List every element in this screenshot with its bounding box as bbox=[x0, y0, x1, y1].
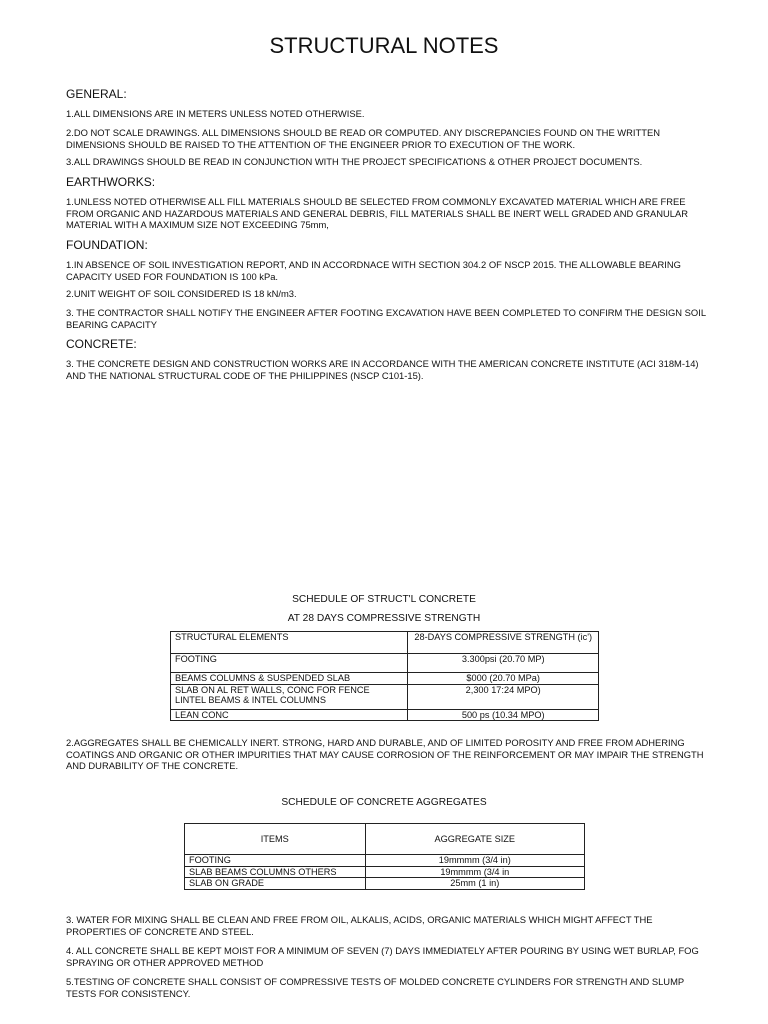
foundation-note-1: 1.IN ABSENCE OF SOIL INVESTIGATION REPORT, AND IN ACCORDNACE WITH SECTION 304.2 OF NSCP 2015. THE ALLOWABLE BEARING CAPACITY USED FOR FOUNDATION IS 100 kPa. bbox=[66, 259, 681, 282]
table-cell: 19mmmm (3/4 in) bbox=[365, 855, 584, 867]
general-note-1: 1.ALL DIMENSIONS ARE IN METERS UNLESS NOTED OTHERWISE. bbox=[66, 108, 365, 119]
table-cell: FOOTING bbox=[185, 855, 366, 867]
concrete-schedule-subtitle: AT 28 DAYS COMPRESSIVE STRENGTH bbox=[287, 613, 481, 624]
general-heading: GENERAL: bbox=[66, 87, 127, 101]
table-header-cell: ITEMS bbox=[185, 824, 366, 855]
foundation-note-3: 3. THE CONTRACTOR SHALL NOTIFY THE ENGINEER AFTER FOOTING EXCAVATION HAVE BEEN COMPLETED TO CONFIRM THE DESIGN SOIL BEARING CAPACITY bbox=[66, 307, 706, 330]
table-cell: $000 (20.70 MPa) bbox=[408, 673, 599, 685]
table-header-cell: 28-DAYS COMPRESSIVE STRENGTH (ic') bbox=[408, 632, 599, 654]
table-header-row bbox=[185, 824, 585, 855]
foundation-note-2: 2.UNIT WEIGHT OF SOIL CONSIDERED IS 18 kN/m3. bbox=[66, 288, 297, 299]
table-cell bbox=[171, 684, 408, 709]
table-cell: FOOTING bbox=[171, 654, 408, 673]
general-note-2: 2.DO NOT SCALE DRAWINGS. ALL DIMENSIONS SHOULD BE READ OR COMPUTED. ANY DISCREPANCIES FOUND ON THE WRITTEN DIMENSIONS SHOULD BE RAISED TO THE ATTENTION OF THE ENGINEER PRIOR TO EXECUTION OF THE WORK. bbox=[66, 127, 661, 150]
concrete-schedule-title: SCHEDULE OF STRUCT'L CONCRETE bbox=[292, 594, 476, 605]
table-cell: 25mm (1 in) bbox=[365, 878, 584, 890]
aggregates-note: 2.AGGREGATES SHALL BE CHEMICALLY INERT. STRONG, HARD AND DURABLE, AND OF LIMITED POROSITY AND FREE FROM ADHERING COATINGS AND ORGANIC OR OTHER IMPURITIES THAT MAY CAUSE CORROSION OF THE REINFORCEMENT OR MAY IMPAIR THE STRENGTH AND DURABILITY OF THE CONCRETE. bbox=[66, 737, 704, 771]
table-row bbox=[171, 654, 599, 673]
foundation-heading: FOUNDATION: bbox=[66, 238, 148, 252]
earthworks-note-1: 1.UNLESS NOTED OTHERWISE ALL FILL MATERIALS SHOULD BE SELECTED FROM COMMONLY EXCAVATED MATERIAL WHICH ARE FREE FROM ORGANIC AND HAZARDOUS MATERIALS AND GENERAL DEBRIS, FILL MATERIALS SHALL BE INERT WELL GRADED AND GRANULAR MATERIAL WITH A MAXIMUM SIZE NOT EXCEEDING 75mm, bbox=[66, 196, 689, 230]
table-cell: 2,300 17:24 MPO) bbox=[408, 684, 599, 709]
table-cell: 500 ps (10.34 MPO) bbox=[408, 709, 599, 721]
table-row bbox=[185, 855, 585, 867]
table-cell: LEAN CONC bbox=[171, 709, 408, 721]
table-cell: BEAMS COLUMNS & SUSPENDED SLAB bbox=[171, 673, 408, 685]
final-note-5: 5.TESTING OF CONCRETE SHALL CONSIST OF COMPRESSIVE TESTS OF MOLDED CONCRETE CYLINDERS FOR STRENGTH AND SLUMP TESTS FOR CONSISTENCY. bbox=[66, 976, 684, 999]
table-row bbox=[171, 684, 599, 709]
concrete-note-3: 3. THE CONCRETE DESIGN AND CONSTRUCTION WORKS ARE IN ACCORDANCE WITH THE AMERICAN CONCRETE INSTITUTE (ACI 318M-14) AND THE NATIONAL STRUCTURAL CODE OF THE PHILIPPINES (NSCP C101-15). bbox=[66, 358, 699, 381]
aggregate-schedule-table bbox=[184, 823, 585, 890]
table-row bbox=[185, 878, 585, 890]
table-header-row bbox=[171, 632, 599, 654]
aggregate-schedule-title: SCHEDULE OF CONCRETE AGGREGATES bbox=[281, 797, 487, 808]
concrete-heading: CONCRETE: bbox=[66, 337, 137, 351]
table-cell: SLAB BEAMS COLUMNS OTHERS bbox=[185, 866, 366, 878]
final-note-3: 3. WATER FOR MIXING SHALL BE CLEAN AND FREE FROM OIL, ALKALIS, ACIDS, ORGANIC MATERIALS WHICH MIGHT AFFECT THE PROPERTIES OF CONCRETE AND STEEL. bbox=[66, 914, 653, 937]
table-cell: 3.300psi (20.70 MP) bbox=[408, 654, 599, 673]
table-header-cell: AGGREGATE SIZE bbox=[365, 824, 584, 855]
table-row bbox=[185, 866, 585, 878]
earthworks-heading: EARTHWORKS: bbox=[66, 175, 156, 189]
final-note-4: 4. ALL CONCRETE SHALL BE KEPT MOIST FOR A MINIMUM OF SEVEN (7) DAYS IMMEDIATELY AFTER POURING BY USING WET BURLAP, FOG SPRAYING OR OTHER APPROVED METHOD bbox=[66, 945, 699, 968]
table-row bbox=[171, 709, 599, 721]
table-cell-line: SLAB ON AL RET WALLS, CONC FOR FENCE bbox=[175, 684, 370, 695]
page-title: STRUCTURAL NOTES bbox=[269, 33, 499, 58]
general-note-3: 3.ALL DRAWINGS SHOULD BE READ IN CONJUNCTION WITH THE PROJECT SPECIFICATIONS & OTHER PROJECT DOCUMENTS. bbox=[66, 156, 643, 167]
table-cell: SLAB ON GRADE bbox=[185, 878, 366, 890]
table-header-cell: STRUCTURAL ELEMENTS bbox=[171, 632, 408, 654]
table-cell-line: LINTEL BEAMS & INTEL COLUMNS bbox=[175, 695, 326, 705]
table-row bbox=[171, 673, 599, 685]
table-cell: 19mmmm (3/4 in bbox=[365, 866, 584, 878]
concrete-schedule-table bbox=[170, 631, 599, 721]
